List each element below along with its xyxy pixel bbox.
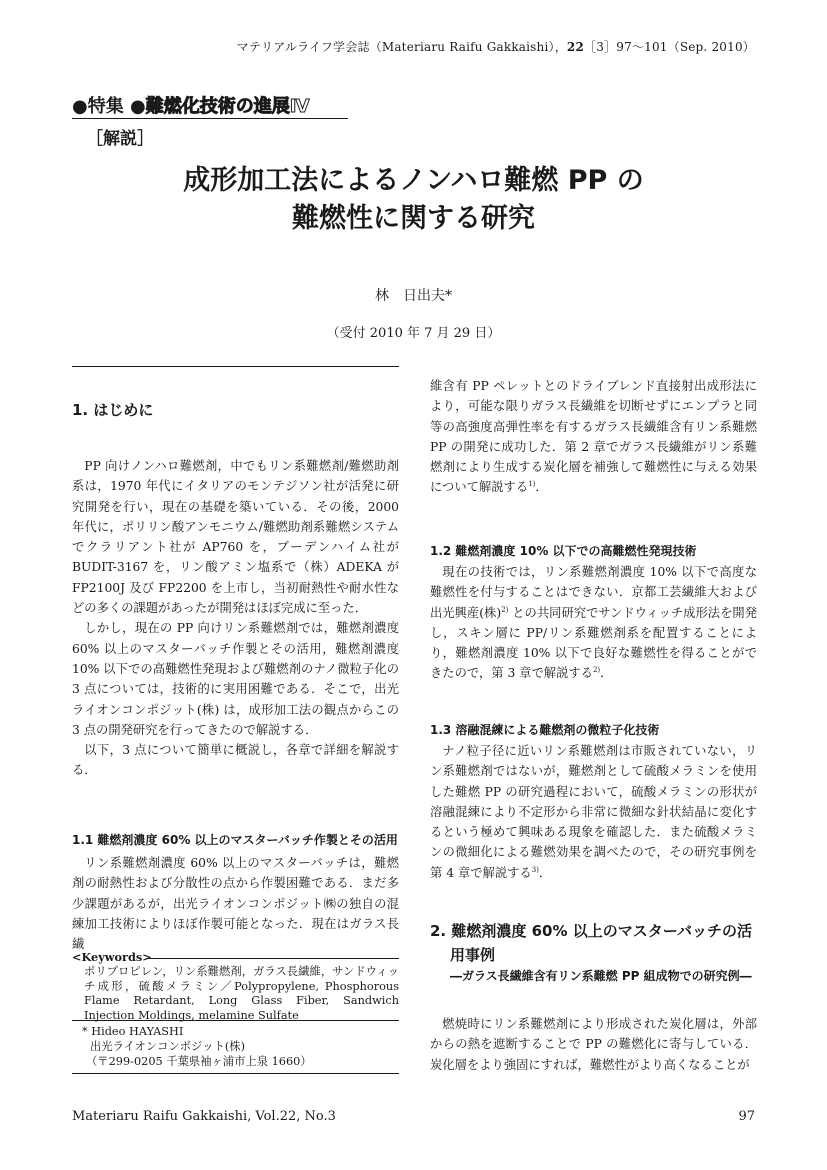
section-1-3-heading: 1.3 溶融混練による難燃剤の微粒子化技術 (430, 723, 660, 737)
keywords-text: ポリプロピレン，リン系難燃剤，ガラス長繊維，サンドウィッチ成形，硫酸メラミン／Polypropylene, Phosphorous Flame Retardant, Long Glass Fiber, Sandwich Injection Moldings, melamine Sulfate (84, 964, 399, 1023)
journal-citation: マテリアルライフ学会誌（Materiaru Raifu Gakkaishi）， (236, 40, 567, 54)
paragraph: 以下，3 点について簡単に概説し，各章で詳細を解説する． (72, 743, 399, 778)
footer-journal: Materiaru Raifu Gakkaishi, Vol.22, No.3 (72, 1109, 336, 1124)
left-column-body-2 (72, 853, 399, 954)
right-column-body-2 (430, 562, 757, 684)
keywords-rule (146, 958, 399, 959)
section-2-heading: 2. 難燃剤濃度 60% 以上のマスターバッチの活 用事例 (430, 922, 752, 964)
affiliation-address: （〒299-0205 千葉県袖ヶ浦市上泉 1660） (86, 1055, 312, 1068)
volume-number: 22 (566, 40, 585, 54)
author-affiliation (82, 1024, 312, 1069)
paragraph: ナノ粒子径に近いリン系難燃剤は市販されていない，リン系難燃剤ではないが，難燃剤として硫酸メラミンを使用した難燃 PP の研究過程において，硫酸メラミンの形状が溶融混練により不定形から非常に微細な針状結晶に変化するという極めて興味ある現象を確認した．また硫酸メラミンの微細化による難燃効果を調べたので，その研究事例を第 4 章で解説する$^{3)}$． (430, 744, 757, 880)
reference-mark: 2) (592, 666, 601, 675)
special-bullet: ● (130, 96, 146, 117)
article-title-line1: 成形加工法によるノンハロ難燃 PP の (183, 165, 644, 196)
reference-mark: 2) (501, 605, 509, 614)
section-2-subheading: ―ガラス長繊維含有リン系難燃 PP 組成物での研究例― (450, 969, 752, 983)
title-divider (72, 366, 399, 367)
paragraph: PP 向けノンハロ難燃剤，中でもリン系難燃剤/難燃助剤系は，1970 年代にイタリアのモンテジソン社が活発に研究開発を行い，現在の基礎を築いている．その後，2000 年代に，ポリリン酸アンモニウム/難燃助剤系難燃システムでクラリアント社が AP760 を，ブーデンハイム社が BUDIT-3167 を，リン酸アミン塩系で（株）ADEKA が FP2100J 及び FP2200 を上市し，当初耐熱性や耐水性などの多くの課題があったが開発はほぼ完成に至った． (72, 459, 399, 616)
section-1-2-heading: 1.2 難燃剤濃度 10% 以下での高難燃性発現技術 (430, 544, 697, 558)
section-1-heading: 1. はじめに (72, 401, 154, 419)
reference-mark: 1) (528, 480, 536, 489)
received-date: （受付 2010 年 7 月 29 日） (326, 326, 501, 341)
paragraph: 燃焼時にリン系難燃剤により形成された炭化層は，外部からの熱を遮断することで PP の難燃化に寄与している．炭化層をより強固にすれば，難燃性がより高くなることが (430, 1017, 757, 1072)
special-issue-tag (72, 92, 310, 118)
article-title-line2: 難燃性に関する研究 (292, 203, 535, 234)
author-name-romaji: * Hideo HAYASHI (82, 1025, 184, 1038)
section-1-1-heading: 1.1 難燃剤濃度 60% 以上のマスターバッチ作製とその活用 (72, 833, 398, 847)
paragraph: リン系難燃剤濃度 60% 以上のマスターバッチは，難燃剤の耐熱性および分散性の点から作製困難である．まだ多少課題があるが，出光ライオンコンポジット㈱の独自の混練加工技術によりほぼ作製可能となった．現在はガラス長繊 (72, 856, 399, 952)
right-column-body-4 (430, 1014, 757, 1075)
running-header (237, 38, 755, 55)
right-column-body-1 (430, 376, 757, 498)
paragraph: 現在の技術では，リン系難燃剤濃度 10% 以下で高度な難燃性を付与することはできない．京都工芸繊維大および出光興産(株)$^{2)}$ との共同研究でサンドウィッチ成形法を開発し，スキン層に PP/リン系難燃剤系を配置することにより，難燃剤濃度 10% 以下で良好な難燃性を得ることができたので，第 3 章で解説する$^{2)}$． (430, 565, 757, 681)
special-topic: 難燃化技術の進展Ⅳ (145, 96, 310, 117)
affiliation-org: 出光ライオンコンポジット(株) (90, 1040, 245, 1053)
affiliation-top-rule (72, 1020, 399, 1021)
special-label: ●特集 (72, 96, 124, 117)
reference-mark: 3) (531, 865, 539, 874)
keywords-title: <Keywords> (72, 950, 152, 964)
paragraph: しかし，現在の PP 向けリン系難燃剤では，難燃剤濃度 60% 以上のマスターバッチ作製とその活用，難燃剤濃度 10% 以下での高難燃性発現および難燃剤のナノ微粒子化の 3 点については，技術的に実用困難である．そこで，出光ライオンコンポジット(株) は，成形加工法の観点からこの 3 点の開発研究を行ってきたので解説する． (72, 621, 399, 737)
keywords-box (72, 950, 399, 1024)
issue-pages: ［3］97〜101（Sep. 2010） (584, 40, 755, 54)
page-number: 97 (738, 1109, 755, 1124)
special-underline (72, 118, 348, 119)
affiliation-bottom-rule (72, 1073, 399, 1074)
right-column-body-3 (430, 741, 757, 883)
paragraph: 維含有 PP ペレットとのドライブレンド直接射出成形法により，可能な限りガラス長繊維を切断せずにエンプラと同等の高強度高弾性率を有するガラス長繊維含有リン系難燃 PP の開発に成功した．第 2 章でガラス長繊維がリン系難燃剤により生成する炭化層を補強して難燃性に与える効果について解説する$^{1)}$． (430, 379, 757, 495)
article-genre: ［解説］ (86, 129, 154, 149)
left-column-body (72, 456, 399, 781)
author: 林 日出夫* (375, 288, 452, 304)
